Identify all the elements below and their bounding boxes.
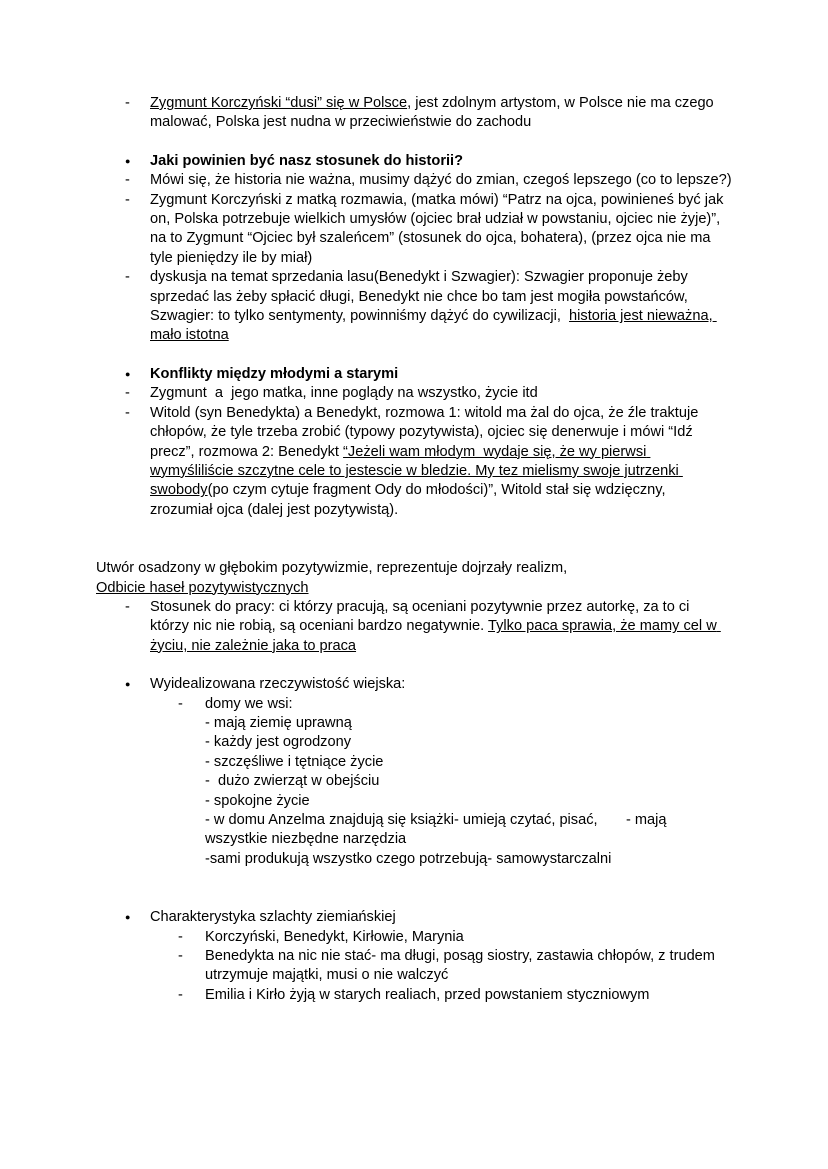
- list-item: [96, 695, 732, 714]
- bullet-marker: ●: [125, 368, 131, 379]
- paragraph-text: Utwór osadzony w głębokim pozytywizmie, reprezentuje dojrzały realizm,: [96, 560, 568, 577]
- dash-marker: -: [125, 95, 130, 111]
- dash-marker: -: [125, 172, 130, 189]
- list-subline: [96, 792, 732, 811]
- list-item: [96, 384, 732, 403]
- heading-text: Jaki powinien być nasz stosunek do historii?: [150, 152, 464, 169]
- dash-marker: -: [125, 598, 130, 615]
- list-item: [96, 404, 732, 520]
- list-subline: [96, 714, 732, 733]
- item-text: Emilia i Kirło żyją w starych realiach, przed powstaniem styczniowym: [205, 986, 650, 1003]
- dash-marker: -: [178, 948, 183, 965]
- dash-marker: -: [178, 986, 183, 1003]
- list-item: [96, 928, 732, 947]
- list-item: [96, 947, 732, 986]
- dash-marker: -: [178, 928, 183, 945]
- list-subline: [96, 753, 732, 772]
- dash-marker: -: [125, 385, 130, 402]
- subline-text: - szczęśliwe i tętniące życie: [205, 753, 384, 770]
- heading-text: Charakterystyka szlachty ziemiańskiej: [150, 909, 396, 926]
- list-subline: [96, 811, 732, 850]
- list-subline: [96, 850, 732, 869]
- item-text: Mówi się, że historia nie ważna, musimy dążyć do zmian, czegoś lepszego (co to lepsze?): [150, 172, 732, 189]
- subline-text: - spokojne życie: [205, 792, 310, 809]
- dash-marker: -: [178, 695, 183, 712]
- item-text: Korczyński, Benedykt, Kirłowie, Marynia: [205, 928, 464, 945]
- heading-item: [96, 675, 732, 694]
- item-text: Zygmunt a jego matka, inne poglądy na wszystko, życie itd: [150, 385, 538, 402]
- item-text: dyskusja na temat sprzedania lasu(Benedykt i Szwagier): Szwagier proponuje żeby sprzedać las żeby spłacić długi, Benedykt nie chce bo tam jest mogiła powstańców, Szwagier: to tylko sentymenty, powinniśmy dążyć do cywilizacji, historia jest nieważna, mało istotna: [150, 269, 717, 344]
- bullet-marker: ●: [125, 679, 131, 690]
- dash-marker: -: [125, 191, 130, 208]
- dash-marker: -: [125, 269, 130, 286]
- bullet-marker: ●: [125, 155, 131, 166]
- heading-item: [96, 908, 732, 927]
- list-subline: [96, 733, 732, 752]
- list-item: [96, 171, 732, 190]
- item-text: Zygmunt Korczyński “dusi” się w Polsce, jest zdolnym artystom, w Polsce nie ma czego malować, Polska jest nudna w przeciwieństwie do zachodu: [150, 95, 718, 131]
- paragraph: [96, 579, 732, 598]
- paragraph: [96, 559, 732, 578]
- heading-item: [96, 152, 732, 171]
- bullet-marker: ●: [125, 912, 131, 923]
- subline-text: - dużo zwierząt w obejściu: [205, 773, 380, 790]
- item-text: domy we wsi:: [205, 695, 293, 712]
- list-item: [96, 191, 732, 269]
- dash-marker: -: [125, 404, 130, 421]
- paragraph-text: Odbicie haseł pozytywistycznych: [96, 579, 309, 596]
- heading-text: Konflikty między młodymi a starymi: [150, 365, 399, 382]
- heading-item: [96, 365, 732, 384]
- subline-text: -sami produkują wszystko czego potrzebują- samowystarczalni: [205, 850, 612, 867]
- item-text: Zygmunt Korczyński z matką rozmawia, (matka mówi) “Patrz na ojca, powinieneś być jak on, Polska potrzebuje wielkich umysłów (ojciec brał udział w powstaniu, ojciec nie żyje)”, na to Zygmunt “Ojciec był szaleńcem” (stosunek do ojca, bohatera), (przez ojca nie ma tyle pieniędzy ile by miał): [150, 191, 728, 266]
- subline-text: - mają ziemię uprawną: [205, 714, 352, 731]
- list-item: [96, 268, 732, 346]
- list-item: [96, 94, 732, 133]
- subline-text: - w domu Anzelma znajdują się książki- umieją czytać, pisać, - mają wszystkie niezbędne narzędzia: [205, 812, 671, 848]
- item-text: Witold (syn Benedykta) a Benedykt, rozmowa 1: witold ma żal do ojca, że źle traktuje chłopów, że tyle trzeba zrobić (typowy pozytywista), ojciec się denerwuje i mówi “Idź precz”, rozmowa 2: Benedykt “Jeżeli wam młodym wydaje się, że wy pierwsi wymyśliliście szczytne cele to jestescie w bledzie. My tez mielismy swoje jutrzenki swobody(po czym cytuje fragment Ody do młodości)”, Witold stał się wdzięczny, zrozumiał ojca (dalej jest pozytywistą).: [150, 404, 703, 518]
- list-item: [96, 986, 732, 1005]
- list-item: [96, 598, 732, 656]
- item-text: Stosunek do pracy: ci którzy pracują, są oceniani pozytywnie przez autorkę, za to ci którzy nic nie robią, są oceniani bardzo negatywnie. Tylko paca sprawia, że mamy cel w życiu, nie zależnie jaka to praca: [150, 598, 721, 654]
- item-text: Benedykta na nic nie stać- ma długi, posąg siostry, zastawia chłopów, z trudem utrzymuje majątki, musi o nie walczyć: [205, 948, 720, 984]
- list-subline: [96, 772, 732, 791]
- heading-text: Wyidealizowana rzeczywistość wiejska:: [150, 676, 406, 693]
- subline-text: - każdy jest ogrodzony: [205, 734, 352, 751]
